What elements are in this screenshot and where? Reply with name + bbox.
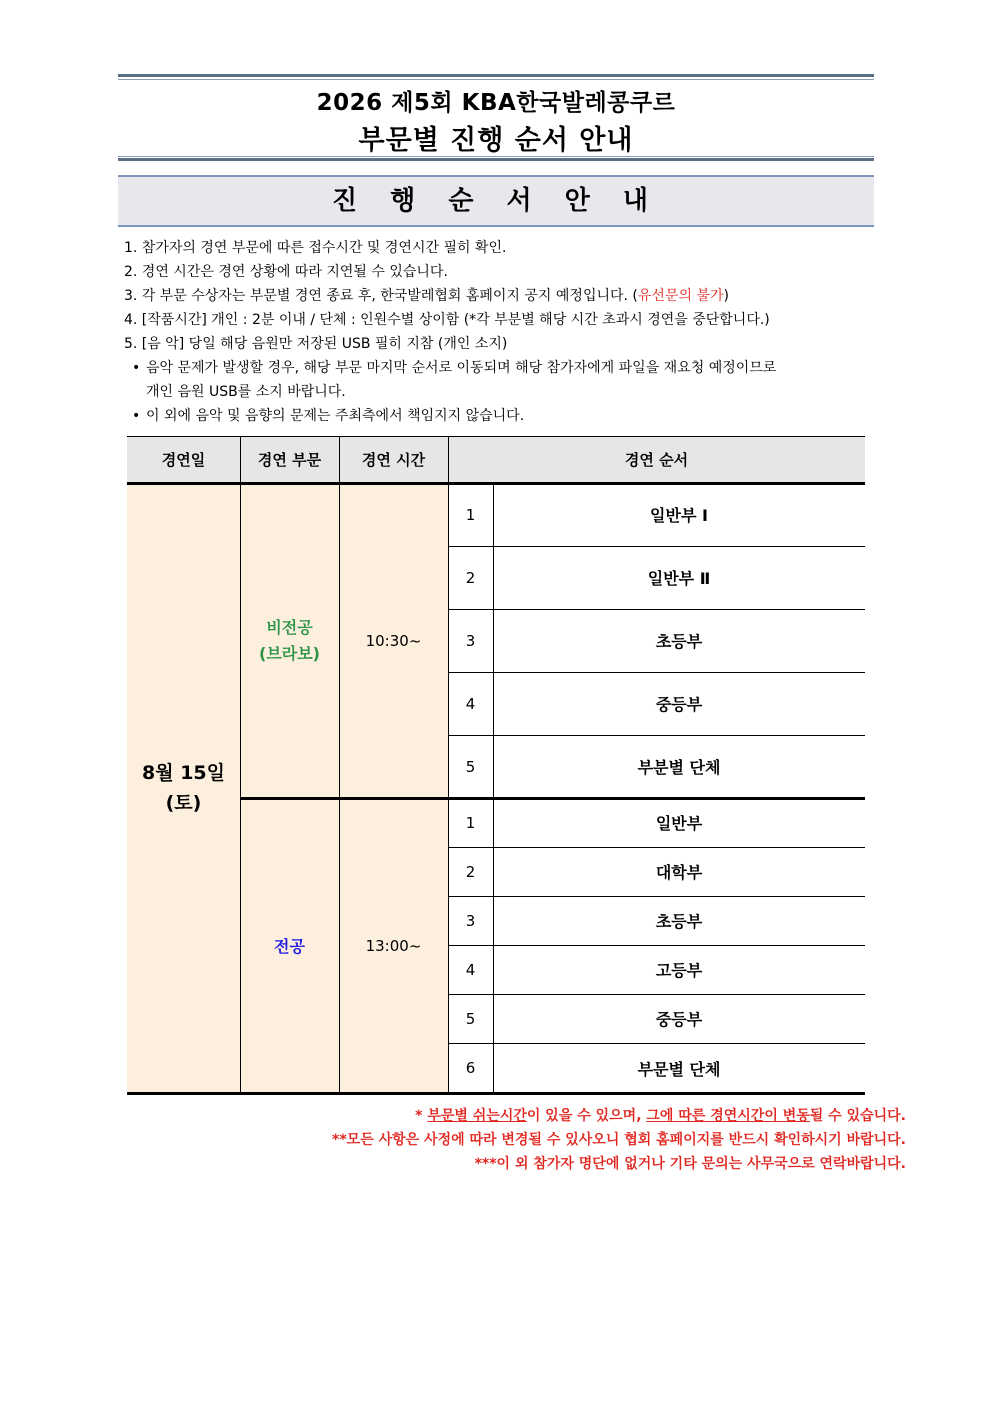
footer-note-1-end: 될 수 있습니다. <box>809 1108 906 1124</box>
footer-note-1-break: 부문별 쉬는시간 <box>427 1108 527 1124</box>
category-cell-non-major <box>240 483 339 798</box>
date-cell <box>127 483 240 1093</box>
row-divider <box>448 945 865 946</box>
notice-item-2: 2. 경연 시간은 경연 상황에 따라 지연될 수 있습니다. <box>124 264 448 280</box>
category-non-major: 비전공 <box>266 617 313 637</box>
footer-note-1-change: 그에 따른 경연시간이 변동 <box>646 1108 810 1124</box>
bullet-item-music-line2: 개인 음원 USB를 소지 바랍니다. <box>146 384 346 400</box>
order-division: 고등부 <box>655 961 703 980</box>
order-division: 초등부 <box>655 632 703 651</box>
time-cell-non-major: 10:30~ <box>365 631 422 650</box>
notice-item-3-text: 3. 각 부문 수상자는 부문별 경연 종료 후, 한국발레협회 홈페이지 공지 예정입니다. ( <box>124 288 638 304</box>
order-number: 1 <box>465 813 476 832</box>
order-division: 대학부 <box>655 863 703 882</box>
order-division: 중등부 <box>655 695 703 714</box>
notice-item-1: 1. 참가자의 경연 부문에 따른 접수시간 및 경연시간 필히 확인. <box>124 240 507 256</box>
column-divider <box>493 483 494 1094</box>
header-category: 경연 부문 <box>240 436 339 483</box>
order-number: 5 <box>465 757 476 776</box>
header-time: 경연 시간 <box>339 436 448 483</box>
order-number: 1 <box>465 505 476 524</box>
order-number: 5 <box>465 1009 476 1028</box>
footer-note-3: ***이 외 참가자 명단에 없거나 기타 문의는 사무국으로 연락바랍니다. <box>474 1156 906 1172</box>
competition-title: 2026 제5회 KBA한국발레콩쿠르 <box>316 90 676 116</box>
footer-note-1 <box>120 1104 906 1128</box>
date-weekday: (토) <box>165 792 202 814</box>
row-divider <box>448 847 865 848</box>
time-cell-major: 13:00~ <box>365 936 422 955</box>
row-divider <box>448 735 865 736</box>
section-banner-label: 진 행 순 서 안 내 <box>332 186 660 216</box>
footer-notes <box>120 1104 906 1176</box>
bullet-item-music <box>124 356 884 404</box>
order-number: 4 <box>465 694 476 713</box>
footer-note-2: **모든 사항은 사정에 따라 변경될 수 있사오니 협회 홈페이지를 반드시 확인하시기 바랍니다. <box>332 1132 906 1148</box>
group-divider <box>240 797 865 800</box>
section-banner <box>118 175 874 227</box>
order-number: 2 <box>465 568 476 587</box>
footer-note-1-mark: * <box>415 1108 428 1124</box>
category-non-major-sub: (브라보) <box>259 643 320 663</box>
row-divider <box>448 896 865 897</box>
order-division: 일반부 Ⅱ <box>647 569 711 588</box>
order-number: 2 <box>465 862 476 881</box>
category-cell-major <box>240 798 339 1093</box>
order-number: 3 <box>465 911 476 930</box>
column-divider <box>339 436 340 1094</box>
no-phone-inquiry-text: 유선문의 불가 <box>637 288 724 304</box>
header-order: 경연 순서 <box>448 436 865 483</box>
header-rule-bottom <box>118 158 874 161</box>
notice-item-3-close: ) <box>723 288 729 304</box>
category-major: 전공 <box>274 937 305 956</box>
row-divider <box>448 672 865 673</box>
header-rule-top-thin <box>118 79 874 80</box>
page-title: 부문별 진행 순서 안내 <box>358 125 634 156</box>
schedule-table <box>127 436 865 1094</box>
order-number: 6 <box>465 1059 476 1077</box>
bullet-item-music-line1: • 음악 문제가 발생할 경우, 해당 부문 마지막 순서로 이동되며 해당 참가자에게 파일을 재요청 예정이므로 <box>146 360 777 376</box>
column-divider <box>240 436 241 1094</box>
bullet-item-disclaimer: • 이 외에 음악 및 음향의 문제는 주최측에서 책임지지 않습니다. <box>124 404 884 428</box>
header-rule-top <box>118 74 874 77</box>
row-divider <box>448 1043 865 1044</box>
table-border-bottom <box>127 1092 865 1095</box>
document-header <box>118 74 874 162</box>
order-division: 중등부 <box>655 1010 703 1029</box>
order-number: 4 <box>465 960 476 979</box>
table-border-top <box>127 436 865 437</box>
notice-list <box>124 236 884 428</box>
header-divider <box>127 482 865 485</box>
order-number: 3 <box>465 631 476 650</box>
header-rule-bottom-thin <box>118 156 874 157</box>
header-date: 경연일 <box>127 436 240 483</box>
column-divider <box>448 436 449 1094</box>
row-divider <box>448 994 865 995</box>
row-divider <box>448 609 865 610</box>
notice-item-5: 5. [음 악] 당일 해당 음원만 저장된 USB 필히 지참 (개인 소지) <box>124 336 508 352</box>
order-division: 일반부 <box>655 814 703 833</box>
date-value: 8월 15일 <box>142 762 225 784</box>
notice-item-4: 4. [작품시간] 개인 : 2분 이내 / 단체 : 인원수별 상이함 (*각 부분별 해당 시간 초과시 경연을 중단합니다.) <box>124 312 770 328</box>
row-divider <box>448 546 865 547</box>
order-division: 부문별 단체 <box>637 1059 721 1079</box>
order-division: 일반부 Ⅰ <box>650 506 708 525</box>
order-division: 부분별 단체 <box>637 758 721 777</box>
notice-item-3 <box>124 284 884 308</box>
order-division: 초등부 <box>655 912 703 931</box>
footer-note-1-mid: 이 있을 수 있으며, <box>526 1108 647 1124</box>
